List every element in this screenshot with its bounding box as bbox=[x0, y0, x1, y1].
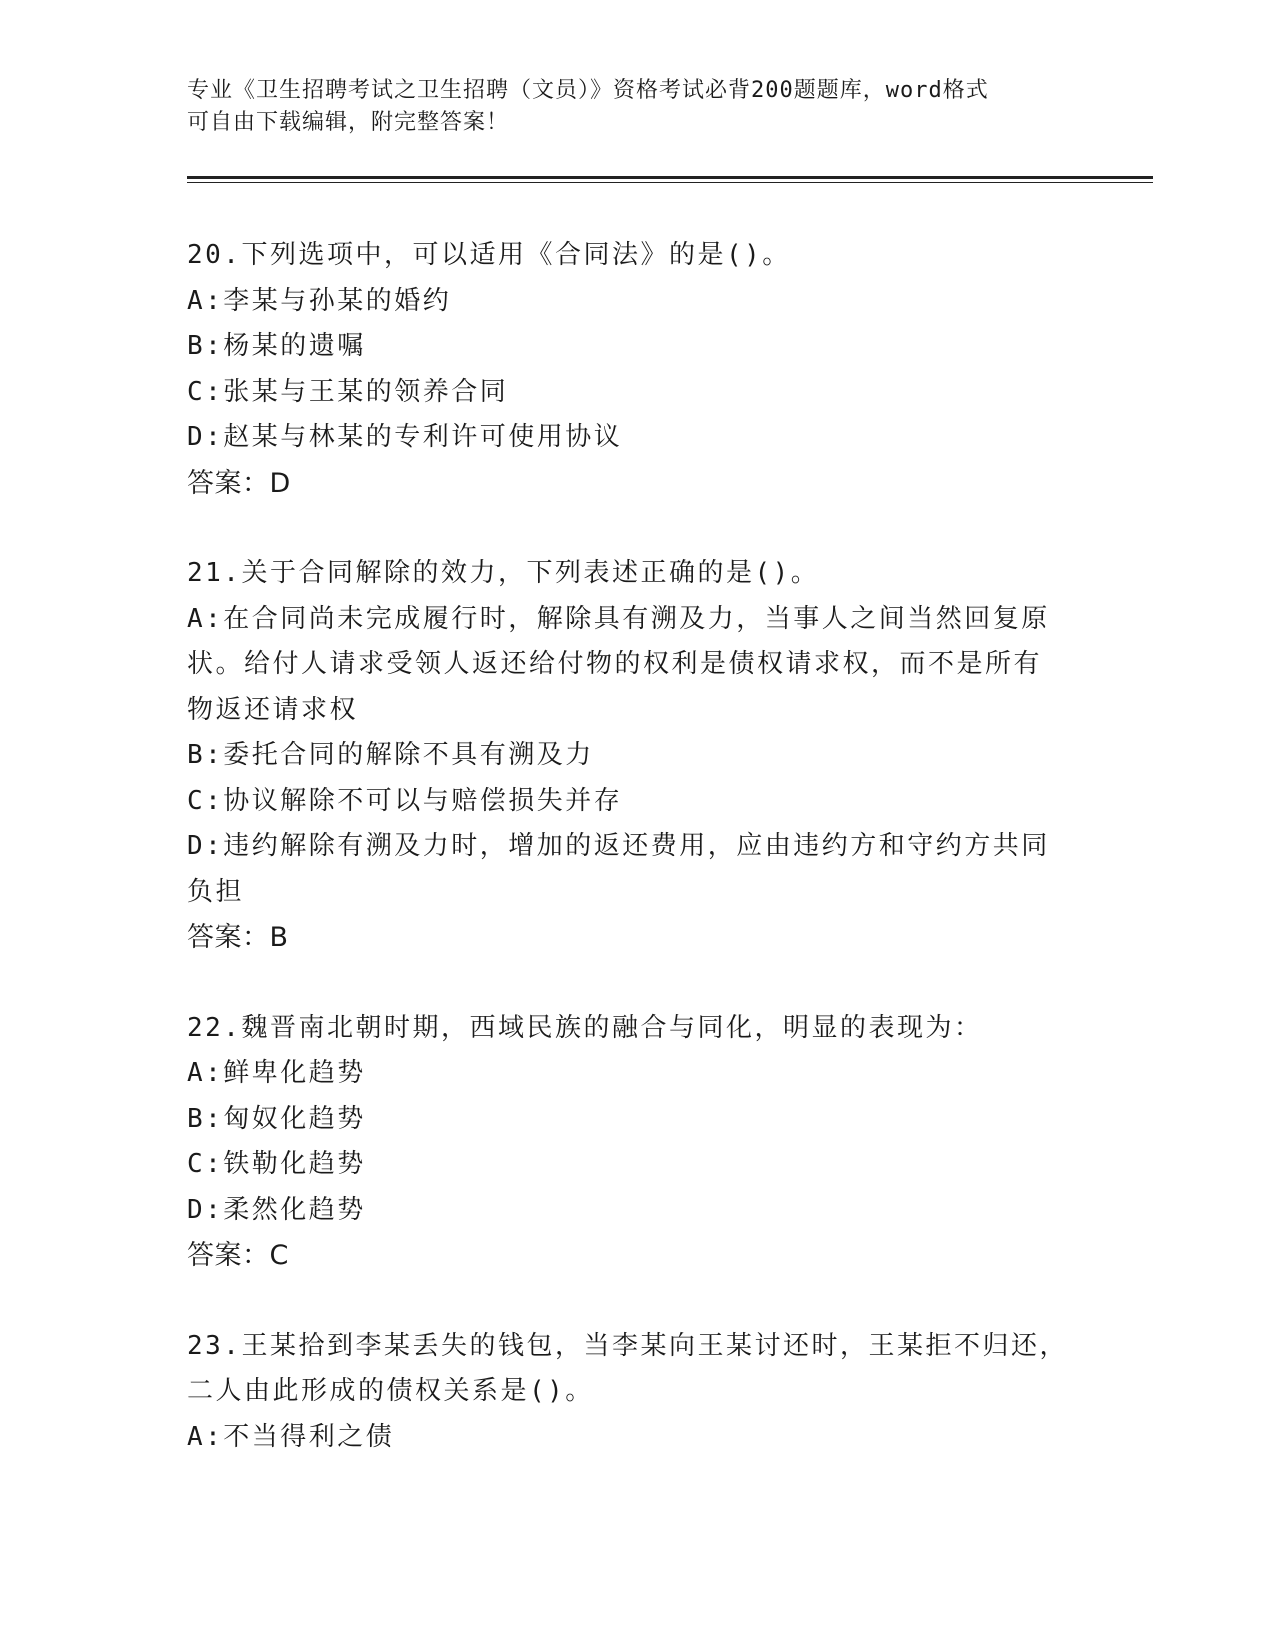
answer-label: 答案：C bbox=[187, 1240, 289, 1271]
option-a-continued: 状。给付人请求受领人返还给付物的权利是债权请求权，而不是所有 bbox=[187, 649, 1043, 679]
question-23 bbox=[187, 1324, 1087, 1461]
option-b: B:委托合同的解除不具有溯及力 bbox=[187, 740, 594, 770]
question-20 bbox=[187, 233, 1087, 506]
option-c: C:张某与王某的领养合同 bbox=[187, 376, 509, 407]
question-stem: 21.关于合同解除的效力，下列表述正确的是()。 bbox=[187, 558, 820, 588]
option-c: C:协议解除不可以与赔偿损失并存 bbox=[187, 785, 623, 816]
option-a: A:不当得利之债 bbox=[187, 1421, 395, 1452]
document-header bbox=[187, 75, 1067, 139]
option-d-continued: 负担 bbox=[187, 876, 245, 907]
answer-label: 答案：B bbox=[187, 922, 289, 953]
option-a-continued: 物返还请求权 bbox=[187, 694, 359, 725]
question-22 bbox=[187, 1006, 1087, 1279]
option-d: D:柔然化趋势 bbox=[187, 1194, 366, 1225]
question-stem: 23.王某拾到李某丢失的钱包，当李某向王某讨还时，王某拒不归还， bbox=[187, 1330, 1068, 1361]
option-a: A:在合同尚未完成履行时，解除具有溯及力，当事人之间当然回复原 bbox=[187, 603, 1050, 634]
question-21 bbox=[187, 551, 1087, 961]
option-d: D:违约解除有溯及力时，增加的返还费用，应由违约方和守约方共同 bbox=[187, 831, 1050, 861]
question-stem: 22.魏晋南北朝时期，西域民族的融合与同化，明显的表现为： bbox=[187, 1012, 983, 1043]
option-b: B:杨某的遗嘱 bbox=[187, 331, 366, 361]
option-b: B:匈奴化趋势 bbox=[187, 1103, 366, 1134]
header-divider-thick bbox=[187, 176, 1153, 179]
option-d: D:赵某与林某的专利许可使用协议 bbox=[187, 422, 623, 452]
question-list bbox=[187, 233, 1087, 1505]
header-line: 可自由下载编辑，附完整答案！ bbox=[187, 110, 510, 135]
option-a: A:鲜卑化趋势 bbox=[187, 1058, 366, 1088]
header-divider-thin bbox=[187, 182, 1153, 183]
option-a: A:李某与孙某的婚约 bbox=[187, 285, 452, 316]
question-stem: 20.下列选项中，可以适用《合同法》的是()。 bbox=[187, 240, 791, 270]
answer-label: 答案：D bbox=[187, 467, 291, 499]
question-stem-continued: 二人由此形成的债权关系是()。 bbox=[187, 1376, 594, 1406]
option-c: C:铁勒化趋势 bbox=[187, 1149, 366, 1179]
header-line: 专业《卫生招聘考试之卫生招聘（文员）》资格考试必背200题题库，word格式 bbox=[187, 78, 989, 103]
